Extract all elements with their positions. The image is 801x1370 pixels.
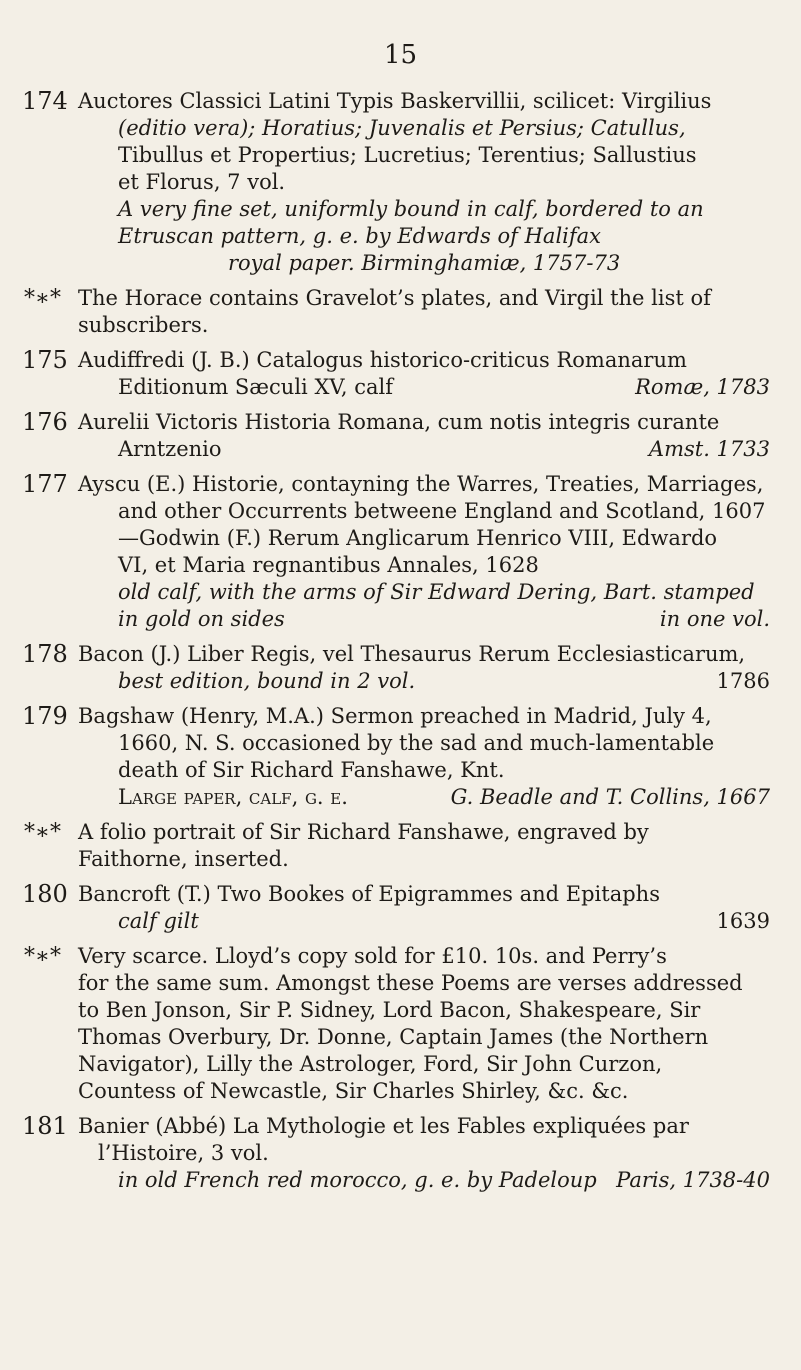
entry-number: 175 — [22, 346, 68, 374]
entry-line: Ayscu (E.) Historie, contayning the Warres, Treaties, Marriages, — [78, 472, 764, 496]
catalogue-entry-176 — [22, 409, 782, 463]
note-line: for the same sum. Amongst these Poems are verses addressed — [78, 971, 743, 995]
imprint: G. Beadle and T. Collins, 1667 — [450, 785, 770, 809]
entry-line-split — [78, 436, 782, 463]
note-line: subscribers. — [78, 313, 209, 337]
entry-line-split — [78, 908, 782, 935]
entry-line: Auctores Classici Latini Typis Baskervillii, scilicet: Virgilius — [78, 89, 712, 113]
entry-line: —Godwin (F.) Rerum Anglicarum Henrico VIII, Edwardo — [118, 526, 718, 550]
note-line: Thomas Overbury, Dr. Donne, Captain James (the Northern — [78, 1025, 709, 1049]
imprint: royal paper. Birminghamiæ, 1757-73 — [228, 251, 621, 275]
imprint: Amst. 1733 — [648, 437, 770, 461]
entry-line-split — [78, 668, 782, 695]
entry-line: (editio vera); Horatius; Juvenalis et Persius; Catullus, — [118, 116, 686, 140]
note-line: Navigator), Lilly the Astrologer, Ford, Sir John Curzon, — [78, 1052, 663, 1076]
binding-description: old calf, with the arms of Sir Edward Dering, Bart. stamped — [118, 580, 755, 604]
page-number: 15 — [383, 40, 418, 70]
catalogue-entry-181 — [22, 1113, 782, 1194]
entry-number: 178 — [22, 640, 68, 668]
catalogue-entry-174 — [22, 88, 782, 277]
asterism-icon: *∗* — [24, 820, 61, 845]
entry-line: Bancroft (T.) Two Bookes of Epigrammes and Epitaphs — [78, 882, 660, 906]
binding-description: in old French red morocco, g. e. by Padeloup — [118, 1168, 597, 1192]
entry-line-split — [78, 374, 782, 401]
note-line: The Horace contains Gravelot’s plates, and Virgil the list of — [78, 286, 711, 310]
note-line: Countess of Newcastle, Sir Charles Shirley, &c. &c. — [78, 1079, 629, 1103]
entry-number: 180 — [22, 880, 68, 908]
imprint: in one vol. — [659, 607, 770, 631]
imprint: Paris, 1738-40 — [616, 1168, 770, 1192]
entry-note-179 — [22, 819, 782, 873]
entry-line: Bagshaw (Henry, M.A.) Sermon preached in Madrid, July 4, — [78, 704, 712, 728]
asterism-icon: *∗* — [24, 944, 61, 969]
entry-number: 177 — [22, 470, 68, 498]
imprint: 1786 — [716, 669, 770, 693]
entry-line: Banier (Abbé) La Mythologie et les Fables expliquées par — [78, 1114, 689, 1138]
imprint: 1639 — [716, 909, 770, 933]
note-line: A folio portrait of Sir Richard Fanshawe, engraved by — [78, 820, 649, 844]
entry-note-180 — [22, 943, 782, 1105]
entry-number: 181 — [22, 1112, 68, 1140]
binding-description: Etruscan pattern, g. e. by Edwards of Halifax — [118, 224, 602, 248]
entry-line-split — [78, 1167, 782, 1194]
note-line: to Ben Jonson, Sir P. Sidney, Lord Bacon, Shakespeare, Sir — [78, 998, 701, 1022]
note-line: Faithorne, inserted. — [78, 847, 289, 871]
binding-description: calf gilt — [118, 909, 199, 933]
catalogue-listing — [22, 88, 782, 1202]
entry-note-174 — [22, 285, 782, 339]
entry-number: 176 — [22, 408, 68, 436]
entry-line: Audiffredi (J. B.) Catalogus historico-criticus Romanarum — [78, 348, 687, 372]
entry-line: best edition, bound in 2 vol. — [118, 669, 416, 693]
imprint: Romæ, 1783 — [635, 375, 770, 399]
entry-line-split — [78, 606, 782, 633]
entry-line: Tibullus et Propertius; Lucretius; Terentius; Sallustius — [118, 143, 697, 167]
entry-line: death of Sir Richard Fanshawe, Knt. — [118, 758, 505, 782]
binding-description: Large paper, calf, g. e. — [118, 785, 348, 809]
entry-line: l’Histoire, 3 vol. — [98, 1141, 269, 1165]
catalogue-entry-175 — [22, 347, 782, 401]
catalogue-entry-177 — [22, 471, 782, 633]
entry-line: VI, et Maria regnantibus Annales, 1628 — [118, 553, 539, 577]
entry-line-split — [78, 784, 782, 811]
entry-line: 1660, N. S. occasioned by the sad and much-lamentable — [118, 731, 715, 755]
entry-line: Aurelii Victoris Historia Romana, cum notis integris curante — [78, 410, 720, 434]
entry-number: 179 — [22, 702, 68, 730]
catalogue-entry-178 — [22, 641, 782, 695]
binding-description: in gold on sides — [118, 607, 285, 631]
entry-line: Arntzenio — [118, 437, 222, 461]
note-line: Very scarce. Lloyd’s copy sold for £10. 10s. and Perry’s — [78, 944, 667, 968]
entry-line: Bacon (J.) Liber Regis, vel Thesaurus Rerum Ecclesiasticarum, — [78, 642, 746, 666]
catalogue-entry-179 — [22, 703, 782, 811]
entry-line: and other Occurrents betweene England and Scotland, 1607 — [118, 499, 766, 523]
catalogue-entry-180 — [22, 881, 782, 935]
asterism-icon: *∗* — [24, 286, 61, 311]
entry-line: Editionum Sæculi XV, calf — [118, 375, 394, 399]
entry-line: et Florus, 7 vol. — [118, 170, 286, 194]
entry-number: 174 — [22, 87, 68, 115]
binding-description: A very fine set, uniformly bound in calf, bordered to an — [118, 197, 704, 221]
